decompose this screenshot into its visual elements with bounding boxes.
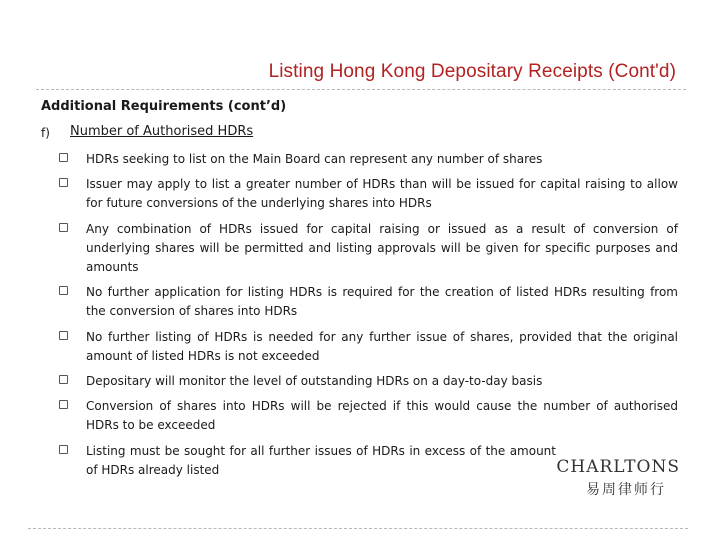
logo-name-zh: 易周律师行 <box>586 482 666 498</box>
title-divider <box>36 89 686 90</box>
square-bullet-icon <box>59 153 68 162</box>
bullet-text: Any combination of HDRs issued for capital raising or issued as a result of conversion of underlying shares will be permitted and listing approvals will be given for specific purposes and amounts <box>86 222 678 274</box>
bullet-text: No further application for listing HDRs is required for the creation of listed HDRs resulting from the conversion of shares into HDRs <box>86 285 678 318</box>
bullet-text: Listing must be sought for all further issues of HDRs in excess of the amount of HDRs already listed <box>86 444 556 477</box>
square-bullet-icon <box>59 178 68 187</box>
square-bullet-icon <box>59 375 68 384</box>
square-bullet-icon <box>59 223 68 232</box>
logo-name-en: CHARLTONS <box>556 457 680 477</box>
bullet-text: HDRs seeking to list on the Main Board can represent any number of shares <box>86 152 543 166</box>
footer-divider <box>28 528 688 529</box>
square-bullet-icon <box>59 331 68 340</box>
bullet-text: Depositary will monitor the level of outstanding HDRs on a day-to-day basis <box>86 374 543 388</box>
bullet-text: No further listing of HDRs is needed for any further issue of shares, provided that the original amount of listed HDRs is not exceeded <box>86 330 678 363</box>
bullet-text: Issuer may apply to list a greater number of HDRs than will be issued for capital raising to allow for future conversions of the underlying shares into HDRs <box>86 177 678 210</box>
square-bullet-icon <box>59 286 68 295</box>
bullet-text: Conversion of shares into HDRs will be rejected if this would cause the number of authorised HDRs to be exceeded <box>86 399 678 432</box>
sub-section-heading: Number of Authorised HDRs <box>70 124 254 139</box>
sub-section-marker: f) <box>41 126 50 140</box>
charltons-logo <box>556 455 684 497</box>
slide-title: Listing Hong Kong Depositary Receipts (Cont'd) <box>268 61 676 82</box>
section-heading: Additional Requirements (cont’d) <box>41 99 287 114</box>
square-bullet-icon <box>59 445 68 454</box>
square-bullet-icon <box>59 400 68 409</box>
